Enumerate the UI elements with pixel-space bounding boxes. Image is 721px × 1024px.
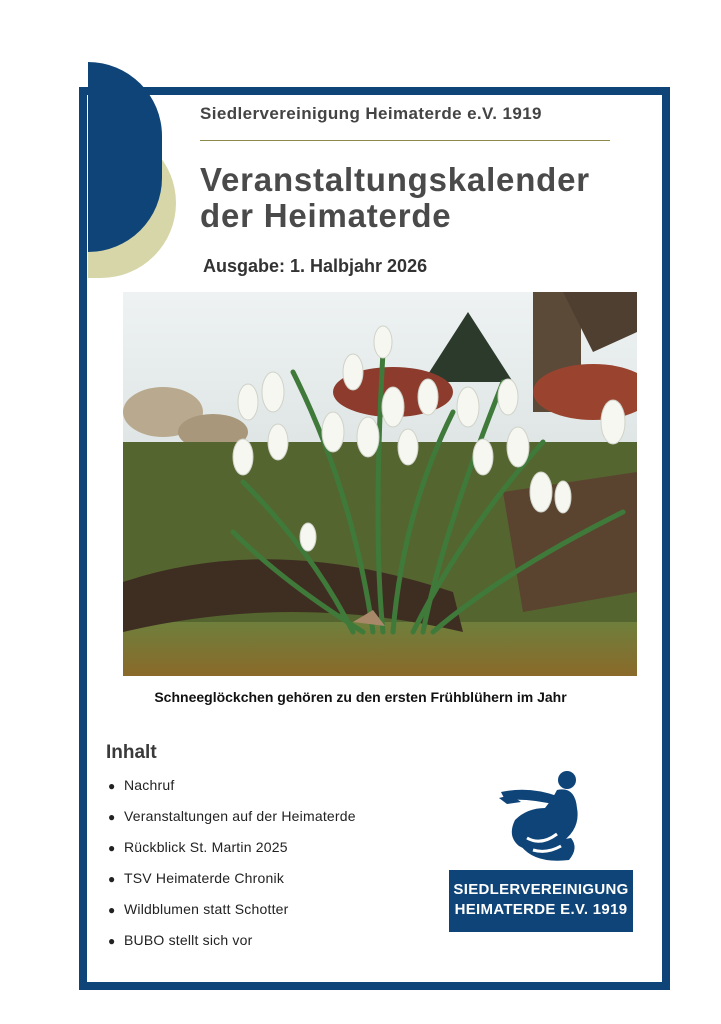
title-line-2: der Heimaterde <box>200 197 452 234</box>
contents-item-label: Nachruf <box>124 777 175 793</box>
contents-item-label: BUBO stellt sich vor <box>124 932 253 948</box>
bullet-icon: ● <box>108 779 116 793</box>
organization-name: Siedlervereinigung Heimaterde e.V. 1919 <box>200 104 542 123</box>
contents-heading: Inhalt <box>106 742 157 763</box>
snowdrops-illustration <box>123 292 637 676</box>
list-item <box>108 868 356 899</box>
bullet-icon: ● <box>108 934 116 948</box>
bullet-icon: ● <box>108 872 116 886</box>
bullet-icon: ● <box>108 810 116 824</box>
issue-label: Ausgabe: 1. Halbjahr 2026 <box>203 256 428 276</box>
bullet-icon: ● <box>108 903 116 917</box>
list-item <box>108 837 356 868</box>
organization-logo <box>449 768 633 932</box>
contents-item-label: Wildblumen statt Schotter <box>124 901 289 917</box>
list-item <box>108 806 356 837</box>
contents-list <box>108 775 356 961</box>
logo-line-2: HEIMATERDE E.V. 1919 <box>454 901 628 918</box>
logo-line-1: SIEDLERVEREINIGUNG <box>453 881 629 898</box>
contents-item-label: Veranstaltungen auf der Heimaterde <box>124 808 356 824</box>
photo-caption: Schneeglöckchen gehören zu den ersten Frühblühern im Jahr <box>154 689 567 705</box>
list-item <box>108 899 356 930</box>
list-item <box>108 930 356 961</box>
title-line-1: Veranstaltungskalender <box>200 161 590 198</box>
contents-item-label: TSV Heimaterde Chronik <box>124 870 285 886</box>
snowdrops-photo <box>123 292 637 676</box>
bullet-icon: ● <box>108 841 116 855</box>
logo-wordmark <box>449 870 633 932</box>
list-item <box>108 775 356 806</box>
header-divider <box>200 140 610 141</box>
page-title <box>200 162 640 234</box>
seated-figure-logo-icon <box>449 768 633 870</box>
contents-item-label: Rückblick St. Martin 2025 <box>124 839 288 855</box>
